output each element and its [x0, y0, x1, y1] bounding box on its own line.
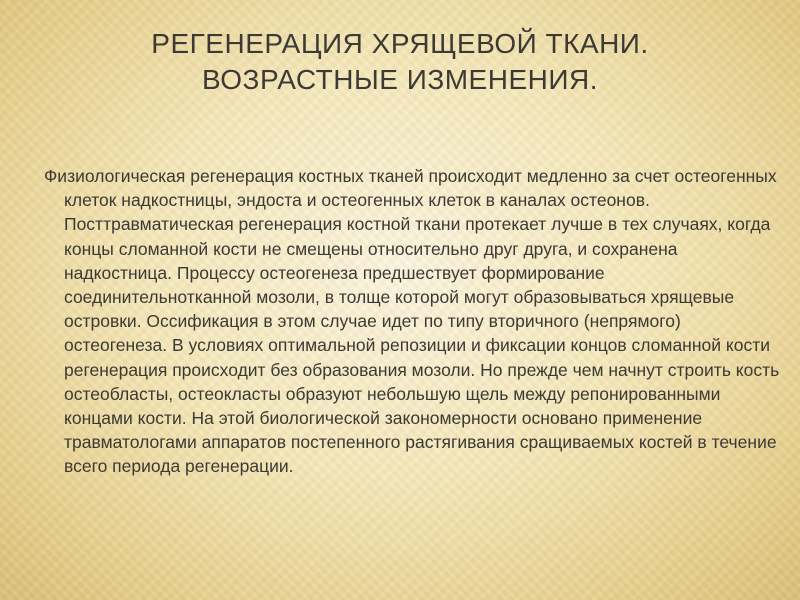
slide-title-line-1: РЕГЕНЕРАЦИЯ ХРЯЩЕВОЙ ТКАНИ. [151, 28, 649, 59]
slide-body-paragraph: Физиологическая регенерация костных тканей происходит медленно за счет остеогенных клеток надкостницы, эндоста и остеогенных клеток в каналах остеонов. Посттравматическая регенерация костной ткани протекает лучше в тех случаях, когда концы сломанной кости не смещены относительно друг друга, и сохранена надкостница. Процессу остеогенеза предшествует формирование соединительнотканной мозоли, в толще которой могут образовываться хрящевые островки. Оссификация в этом случае идет по типу вторичного (непрямого) остеогенеза. В условиях оптимальной репозиции и фиксации концов сломанной кости регенерация происходит без образования мозоли. Но прежде чем начнут строить кость остеобласты, остеокласты образуют небольшую щель между репонированными концами кости. На этой биологической закономерности основано применение травматологами аппаратов постепенного растягивания сращиваемых костей в течение всего периода регенерации. [44, 166, 780, 477]
slide-title-line-2: ВОЗРАСТНЫЕ ИЗМЕНЕНИЯ. [202, 64, 598, 95]
slide-title [60, 26, 740, 98]
